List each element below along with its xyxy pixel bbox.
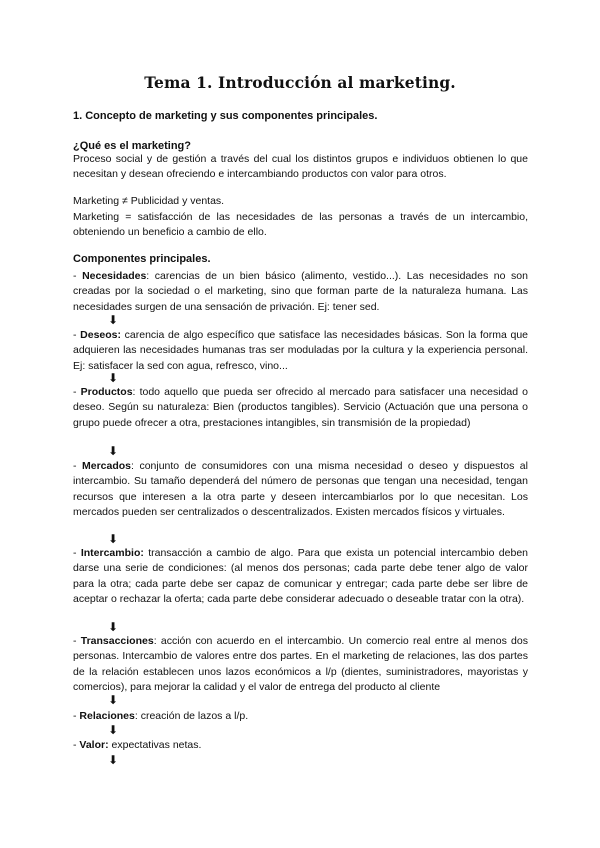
definition-line-1: Marketing ≠ Publicidad y ventas.	[73, 195, 225, 207]
down-arrow-icon: ⬇	[108, 620, 119, 634]
item-prefix: -	[73, 710, 80, 722]
item-prefix: -	[73, 739, 80, 751]
item-prefix: -	[73, 460, 82, 472]
down-arrow-icon: ⬇	[108, 532, 119, 546]
definition-line-2: Marketing = satisfacción de las necesidades de las personas a través de un intercambio, obteniendo un beneficio a cambio de ello.	[73, 211, 528, 239]
item-term: Deseos:	[80, 329, 122, 341]
item-prefix: -	[73, 270, 83, 282]
item-separator: :	[132, 386, 140, 398]
component-item	[73, 385, 528, 431]
item-separator: :	[153, 635, 161, 647]
down-arrow-icon: ⬇	[108, 444, 119, 458]
item-separator: :	[146, 270, 155, 282]
component-item	[73, 634, 528, 696]
item-text: carencia de algo específico que satisface las necesidades básicas. Son la forma que adquieren las necesidades humanas tras ser moduladas por la cultura y la experiencia personal. Ej: satisfacer la sed con agua, refresco, vino...	[73, 329, 529, 372]
item-prefix: -	[73, 635, 81, 647]
item-prefix: -	[73, 386, 81, 398]
component-item	[73, 546, 528, 608]
item-text: acción con acuerdo en el intercambio. Un comercio real entre al menos dos personas. Intercambio de valores entre dos partes. En el marketing de relaciones, las dos partes de la relación establecen unos lazos económicos a l/p (dientes, suministradores, mayoristas y comercios), para mejorar la calidad y el valor de entrega del producto al cliente	[73, 635, 528, 694]
what-is-heading: ¿Qué es el marketing?	[73, 140, 191, 152]
item-text: carencias de un bien básico (alimento, vestido...). Las necesidades no son creadas por la sociedad o el marketing, sino que forman parte de la naturaleza humana. Las necesidades surgen de una sensación de privación. Ej: tener sed.	[73, 270, 528, 313]
item-text: creación de lazos a l/p.	[140, 710, 249, 722]
item-text: transacción a cambio de algo. Para que exista un potencial intercambio deben darse una serie de condiciones: (al menos dos personas; cada parte debe tener algo de valor para la otra; cada parte debe ser capaz de comunicar y entregar; cada parte debe ser libre de aceptar o rechazar la oferta; cada parte debe considerar adecuado o deseable tratar con la otra).	[73, 547, 529, 606]
down-arrow-icon: ⬇	[108, 693, 119, 707]
item-term: Necesidades	[82, 270, 147, 282]
component-item	[73, 738, 528, 753]
section-heading: 1. Concepto de marketing y sus componentes principales.	[73, 110, 378, 122]
item-prefix: -	[73, 329, 81, 341]
what-is-text: Proceso social y de gestión a través del cual los distintos grupos e individuos obtienen lo que necesitan y desean ofreciendo e intercambiando productos con valor para otros.	[73, 153, 528, 181]
down-arrow-icon: ⬇	[108, 753, 119, 767]
item-term: Valor:	[79, 739, 109, 751]
components-heading: Componentes principales.	[73, 253, 211, 265]
item-term: Productos	[80, 386, 133, 398]
document-title: Tema 1. Introducción al marketing.	[144, 73, 456, 92]
down-arrow-icon: ⬇	[108, 313, 119, 327]
item-text: conjunto de consumidores con una misma necesidad o deseo y dispuestos al intercambio. Su tamaño dependerá del número de personas que tengan una necesidad, tengan recursos que interesen a la otra parte y deseen intercambiarlos por lo que necesitan. Los mercados pueden ser centralizados o descentralizados. Existen mercados físicos y virtuales.	[73, 460, 528, 519]
item-text: todo aquello que pueda ser ofrecido al mercado para satisfacer una necesidad o deseo. Según su naturaleza: Bien (productos tangibles). Servicio (Actuación que una persona o grupo puede ofrecer a otra, prestaciones intangibles, sin transmisión de la propiedad)	[73, 386, 528, 429]
item-term: Relaciones	[79, 710, 135, 722]
down-arrow-icon: ⬇	[108, 723, 119, 737]
component-item	[73, 709, 528, 724]
component-item	[73, 269, 528, 315]
component-item	[73, 459, 528, 521]
item-text: expectativas netas.	[111, 739, 202, 751]
component-item	[73, 328, 528, 374]
item-term: Mercados	[82, 460, 132, 472]
item-term: Transacciones	[80, 635, 154, 647]
item-prefix: -	[73, 547, 81, 559]
item-separator: :	[134, 710, 141, 722]
down-arrow-icon: ⬇	[108, 371, 119, 385]
item-separator: :	[131, 460, 140, 472]
item-term: Intercambio:	[80, 547, 144, 559]
